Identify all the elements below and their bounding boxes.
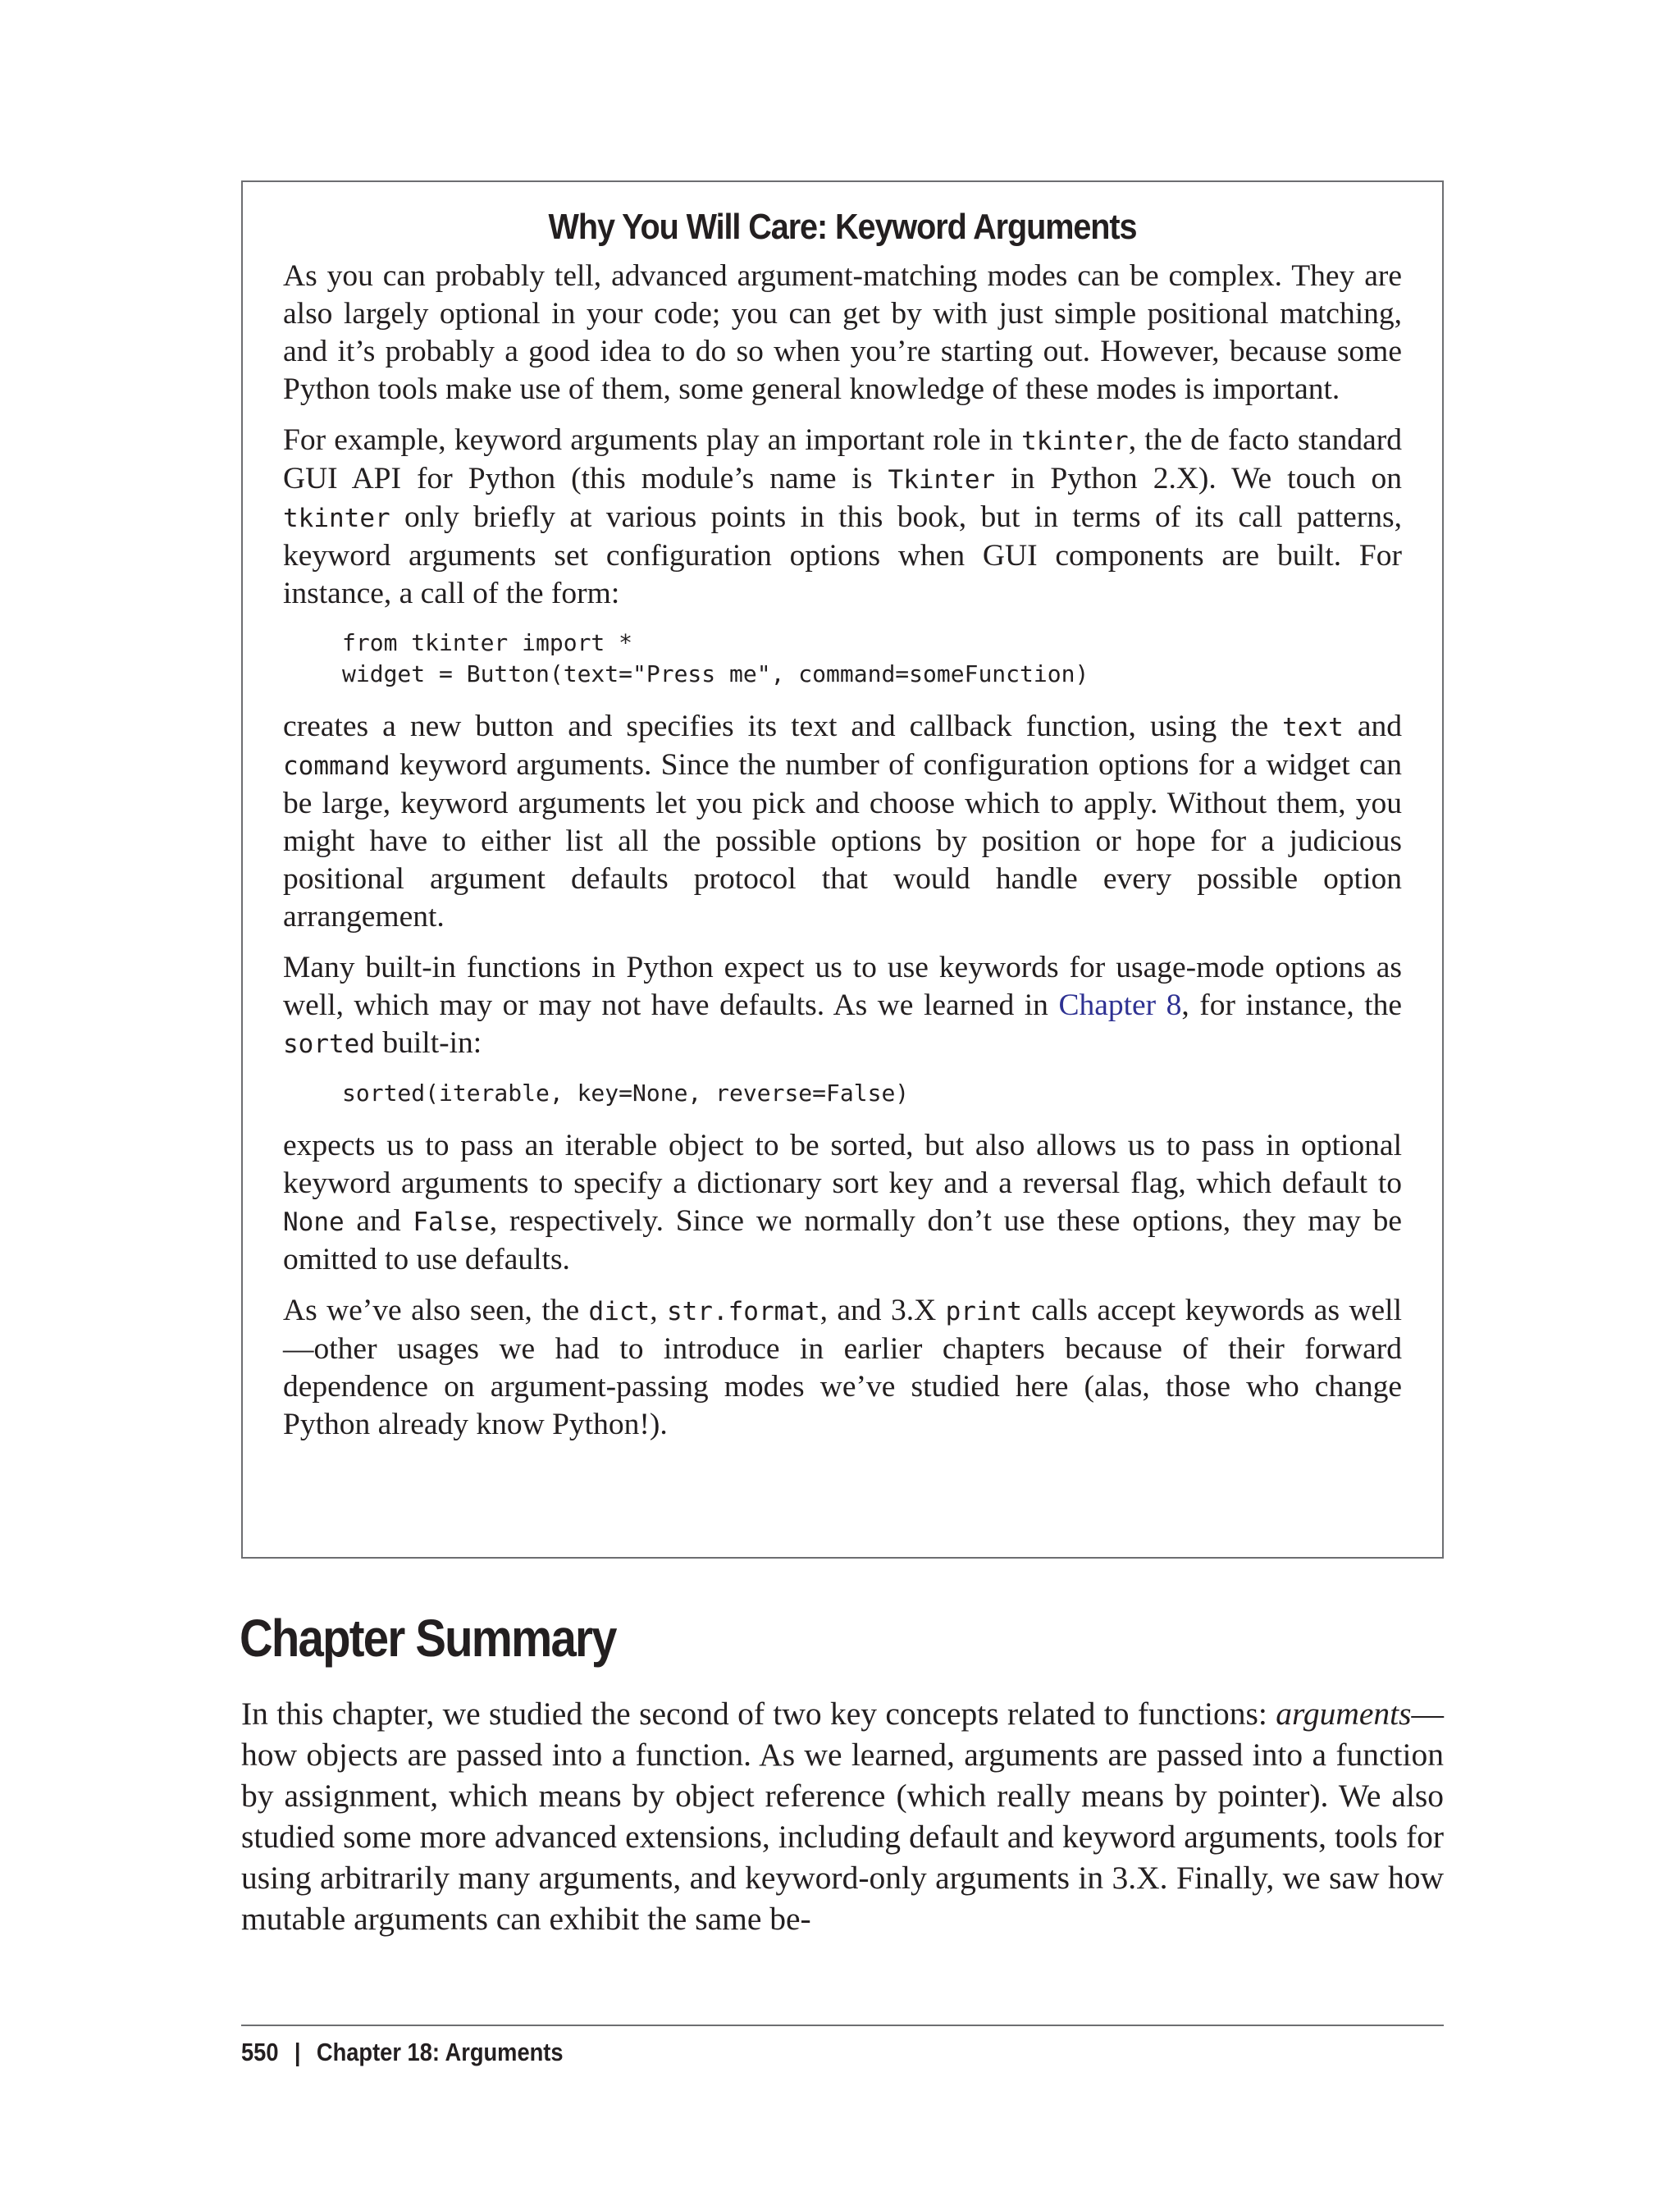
inline-code: str.format [666,1297,820,1326]
sidebar-paragraph-5: expects us to pass an iterable object to be sorted, but also allows us to pass in optional keyword arguments to specify a dictionary sort key and a reversal flag, which default to None and False, respectively. Since we normally don’t use these options, they may be omitted to use defaults. [283,1129,1402,1276]
inline-code: text [1282,713,1344,742]
emphasis: arguments [1276,1696,1412,1732]
footer-chapter-title: Chapter 18: Arguments [316,2038,564,2066]
footer-divider [241,2025,1444,2026]
page-footer [241,2038,564,2067]
inline-code: Tkinter [888,465,996,495]
inline-code: sorted [283,1029,375,1059]
inline-code: print [945,1297,1022,1326]
sidebar-paragraph-3: creates a new button and specifies its text and callback function, using the text and command keyword arguments. Since the number of configuration options for a widget can be large, keyword arguments let you pick and choose which to apply. Without them, you might have to either list all the possible options by position or hope for a judicious positional argument defaults protocol that would handle every possible option arrangement. [283,710,1402,934]
inline-code: dict [588,1297,651,1326]
sidebar-paragraph-4: Many built-in functions in Python expect us to use keywords for usage-mode options as well, which may or may not have defaults. As we learned in Chapter 8, for instance, the sorted built-in: [283,951,1403,1060]
sidebar-paragraph-6: As we’ve also seen, the dict, str.format, and 3.X print calls accept keywords as well —other usages we had to introduce in earlier chapters because of their forward dependence on argument-passing modes we’ve studied here (alas, those who change Python already know Python!). [283,1294,1403,1441]
sidebar-title: Why You Will Care: Keyword Arguments [548,207,1137,247]
inline-code: tkinter [283,504,390,533]
sidebar-paragraph-1: As you can probably tell, advanced argument-matching modes can be complex. They are also largely optional in your code; you can get by with just simple positional matching, and it’s probably a good idea to do so when you’re starting out. However, because some Python tools make use of them, some general knowledge of these modes is important. [283,259,1402,406]
chapter-8-link[interactable]: Chapter 8 [1058,988,1182,1022]
inline-code: False [413,1208,490,1237]
code-block-sorted: sorted(iterable, key=None, reverse=False) [342,1080,910,1107]
code-block-tkinter: from tkinter import * widget = Button(text="Press me", command=someFunction) [342,629,1089,687]
page-number: 550 [241,2038,279,2066]
inline-code: None [283,1208,345,1237]
section-heading: Chapter Summary [240,1609,616,1668]
inline-code: tkinter [1021,427,1129,456]
summary-paragraph: In this chapter, we studied the second of two key concepts related to functions: arguments—how objects are passed into a function. As we learned, arguments are passed into a function by assignment, which means by object reference (which really means by pointer). We also studied some more advanced extensions, including default and keyword arguments, tools for using arbitrarily many arguments, and keyword-only arguments in 3.X. Finally, we saw how mutable arguments can exhibit the same be- [241,1696,1444,1937]
footer-separator: | [294,2038,301,2066]
inline-code: command [283,751,390,781]
sidebar-box [241,180,1444,1559]
sidebar-paragraph-2: For example, keyword arguments play an important role in tkinter, the de facto standard GUI API for Python (this module’s name is Tkinter in Python 2.X). We touch on tkinter only briefly at various points in this book, but in terms of its call patterns, keyword arguments set configuration options when GUI components are built. For instance, a call of the form: [283,423,1403,610]
